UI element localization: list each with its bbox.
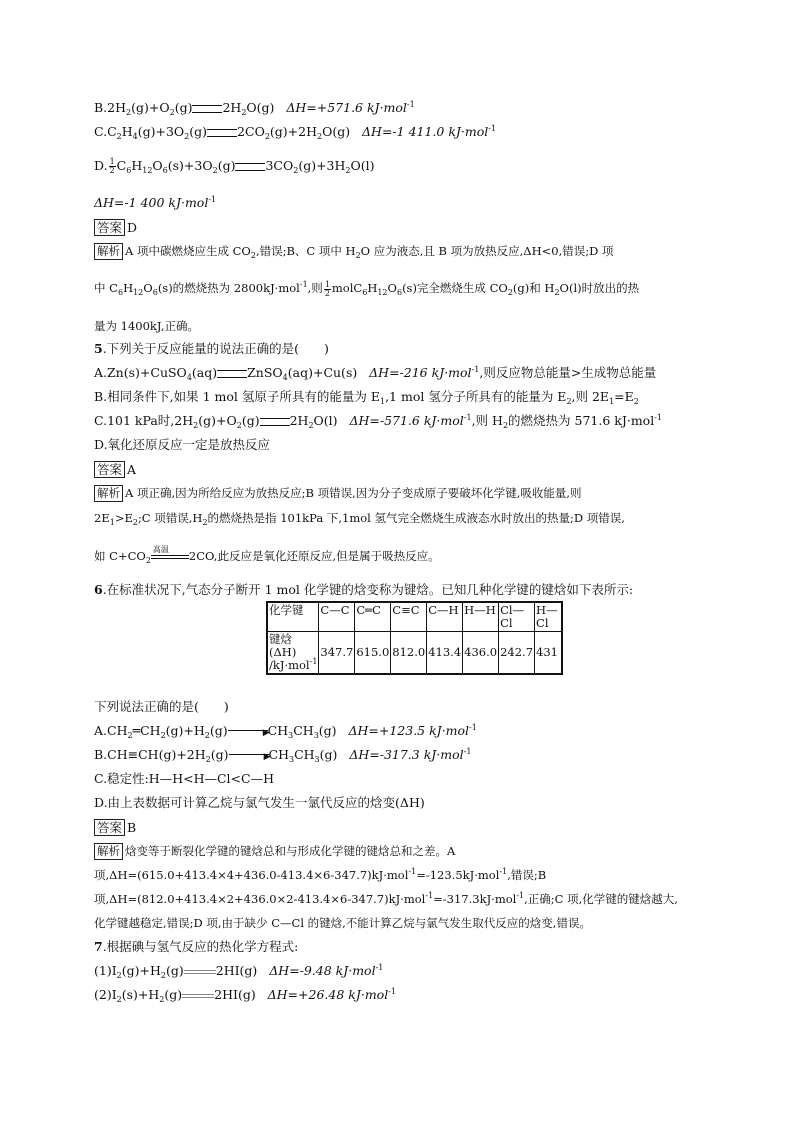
answer-tag: 答案 (94, 461, 125, 478)
q6-analysis-line4: 化学键越稳定,错误;D 项,由于缺少 C—Cl 的键焓,不能计算乙烷与氯气发生取代反应的焓变,错误。 (94, 916, 591, 930)
q4-option-b: $B.2H_2(g)+O_2(g)$ $2H_2O(g)$ ΔH=+571.6 kJ·mol$^{-1}$ (94, 100, 415, 117)
reversible-arrow (182, 993, 214, 999)
q5-analysis-line2: $2E_1>E_2;C$ 项错误$,H_2$的燃烧热是指 101kPa 下,1mol 氢气完全燃烧生成液态水时放出的热量;D 项错误, (94, 511, 625, 527)
table-cell: 812.0 (391, 632, 427, 675)
equals-sign (260, 418, 290, 426)
equals-sign (192, 105, 222, 113)
q6-answer: 答案 B (94, 819, 136, 836)
table-header-cell: Cl—Cl (499, 602, 535, 632)
table-header-cell: C—C (319, 602, 355, 632)
q4-answer: 答案 D (94, 219, 137, 236)
table-cell: 431 (535, 632, 563, 675)
reversible-arrow (184, 969, 216, 975)
q4-option-c: $C.C_2H_4(g)+3O_2(g)$ $2CO_2(g)+2H_2O(g)$ ΔH=-1 411.0 kJ·mol$^{-1}$ (94, 124, 497, 141)
q7-eq1: $(1)I_2(g)+H_2(g)$ 2HI(g) ΔH=-9.48 kJ·mol$^{-1}$ (94, 963, 384, 980)
reaction-condition-arrow: 高温 (151, 552, 189, 562)
reaction-arrow: ▶ (228, 727, 268, 737)
q5-stem: 5.下列关于反应能量的说法正确的是( ) (94, 341, 329, 356)
q5-analysis-line3: 如 $C+CO_2$ 高温 2CO,此反应是氧化还原反应,但是属于吸热反应。 (94, 545, 440, 565)
table-cell: 347.7 (319, 632, 355, 675)
table-row (267, 632, 562, 675)
answer-tag: 答案 (94, 819, 125, 836)
table-header-row (267, 602, 562, 632)
table-cell: 436.0 (463, 632, 499, 675)
q6-option-b: $B.CH\equiv CH(g)+2H_2(g)$ ▶ $CH_3CH_3(g)$ ΔH=-317.3 kJ·mol$^{-1}$ (94, 747, 472, 764)
q5-option-a: A.Zn(s)+CuSO$_4$(aq) ZnSO$_4$(aq)+Cu(s) ΔH=-216 kJ·mol$^{-1}$,则反应物总能量>生成物总能量 (94, 365, 657, 382)
q6-option-d: D.由上表数据可计算乙烷与氯气发生一氯代反应的焓变(ΔH) (94, 795, 425, 810)
q5-analysis-line1: 解析 A 项正确,因为所给反应为放热反应;B 项错误,因为分子变成原子要破坏化学键,吸收能量,则 (94, 485, 582, 502)
q7-stem: 7.根据碘与氢气反应的热化学方程式: (94, 939, 299, 954)
fraction-half: $\frac{1}{2}$ (324, 279, 330, 298)
table-header-cell: C—H (427, 602, 463, 632)
equals-sign (207, 129, 237, 137)
answer-tag: 答案 (94, 219, 125, 236)
q5-answer: 答案 A (94, 461, 136, 478)
table-header-cell: 化学键 (267, 602, 319, 632)
q6-analysis-line2: 项,ΔH=(615.0+413.4×4+436.0-413.4×6-347.7)kJ·mol$^{-1}$=-123.5kJ·mol$^{-1}$,错误;B (94, 867, 547, 882)
q6-analysis-line1: 解析 焓变等于断裂化学键的键焓总和与形成化学键的键焓总和之差。A (94, 843, 455, 860)
table-cell: 413.4 (427, 632, 463, 675)
equals-sign (217, 370, 247, 378)
table-header-cell: H—H (463, 602, 499, 632)
q7-eq2: $(2)I_2(s)+H_2(g)$ 2HI(g) ΔH=+26.48 kJ·mol$^{-1}$ (94, 987, 396, 1004)
table-row-label: 键焓(ΔH) /kJ·mol$^{-1}$ (269, 632, 318, 672)
analysis-tag: 解析 (94, 485, 123, 502)
table-header-cell: H—Cl (535, 602, 563, 632)
analysis-tag: 解析 (94, 843, 123, 860)
q4-analysis-line1: 解析 A 项中碳燃烧应生成 $CO_2$,错误;B、C 项中 $H_2O$ 应为液态,且 B 项为放热反应,ΔH<0,错误;D 项 (94, 243, 614, 260)
q4-analysis-line3: 量为 1400kJ,正确。 (94, 319, 199, 333)
q6-ask: 下列说法正确的是( ) (94, 699, 229, 714)
table-header-cell: C≡C (391, 602, 427, 632)
table-cell: 615.0 (355, 632, 391, 675)
q4-option-d: D. $\frac{1}{2}$ $C_6H_{12}O_6(s)+3O_2(g)$ $3CO_2(g)+3H_2O(l)$ (94, 157, 375, 175)
fraction-half: $\frac{1}{2}$ (109, 157, 115, 175)
reaction-arrow: ▶ (229, 751, 269, 761)
table-cell: 242.7 (499, 632, 535, 675)
q6-option-a: $A.CH_2═CH_2(g)+H_2(g)$ ▶ $CH_3CH_3(g)$ ΔH=+123.5 kJ·mol$^{-1}$ (94, 723, 477, 740)
q4-analysis-line2: 中 $C_6H_{12}O_6(s)$的燃烧热为 2800kJ·mol$^{-1}$,则 $\frac{1}{2}$ $molC_6H_{12}O_6(s)$完全燃烧生成 $CO_2(g)$和 $H_2O(l)$时放出的热 (94, 279, 640, 298)
q5-option-c: C.101 kPa时$,2H_2(g)+O_2(g)$ $2H_2O(l)$ ΔH=-571.6 kJ·mol$^{-1}$,则 $H_2$的燃烧热为 571.6 kJ·mol$^{-1}$ (94, 413, 662, 430)
q4-option-d-dh: ΔH=-1 400 kJ·mol$^{-1}$ (94, 195, 217, 210)
equals-sign (235, 163, 265, 171)
table-header-cell: C═C (355, 602, 391, 632)
q6-stem: 6.在标准状况下,气态分子断开 1 mol 化学键的焓变称为键焓。已知几种化学键的键焓如下表所示: (94, 582, 634, 597)
bond-enthalpy-table (266, 601, 563, 675)
q6-option-c: C.稳定性:H—H<H—Cl<C—H (94, 771, 274, 786)
analysis-tag: 解析 (94, 243, 123, 260)
q5-option-d: D.氧化还原反应一定是放热反应 (94, 437, 271, 452)
q6-analysis-line3: 项,ΔH=(812.0+413.4×2+436.0×2-413.4×6-347.7)kJ·mol$^{-1}$=-317.3kJ·mol$^{-1}$,正确;C 项,化学键的键焓越大, (94, 891, 678, 906)
q5-option-b: B.相同条件下,如果 1 mol 氢原子所具有的能量为 $E_1,1$ mol 氢分子所具有的能量为 $E_2$,则 $2E_1=E_2$ (94, 389, 639, 406)
